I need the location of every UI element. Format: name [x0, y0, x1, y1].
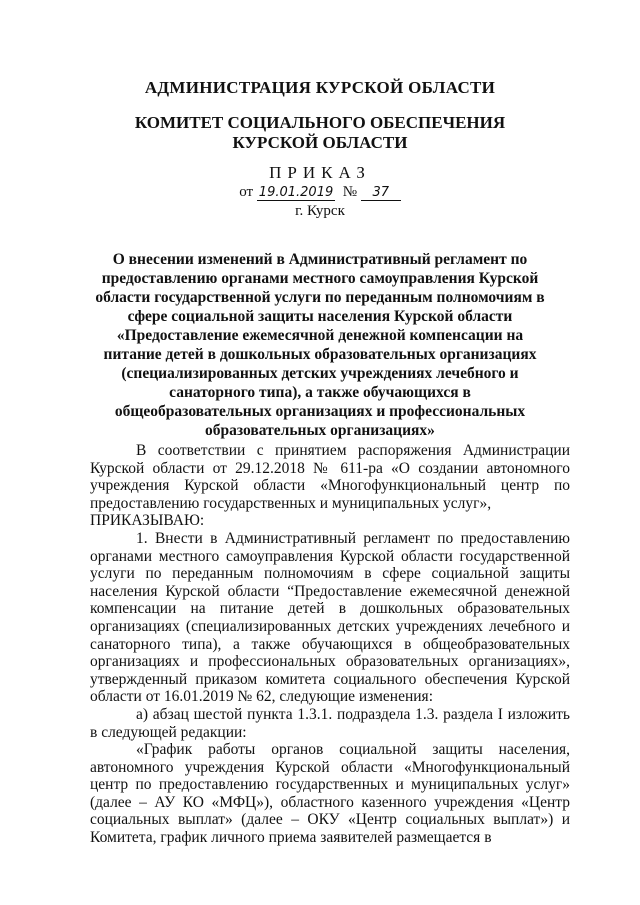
- committee-heading-line1: КОМИТЕТ СОЦИАЛЬНОГО ОБЕСПЕЧЕНИЯ: [134, 113, 506, 132]
- item-1a-paragraph: а) абзац шестой пункта 1.3.1. подраздела 1.3. раздела I изложить в следующей редакции:: [90, 705, 570, 741]
- item-1-paragraph: 1. Внести в Административный регламент по предоставлению органами местного самоуправления Курской области государственной услуги по переданным полномочиям в сфере социальной защиты населения Курской области “Предоставление ежемесячной денежной компенсации на питание детей в дошкольных образовательных организациях (специализированных детских учреждениях лечебного и санаторного типа), а также обучающихся в общеобразовательных организациях и профессиональных образовательных организациях», утвержденный приказом комитета социального обеспечения Курской области от 16.01.2019 № 62, следующие изменения:: [90, 529, 570, 706]
- document-body: [90, 442, 570, 847]
- order-heading: ПРИКАЗ: [269, 163, 371, 182]
- order-verb: ПРИКАЗЫВАЮ:: [90, 512, 205, 530]
- handwritten-date: 19.01.2019: [258, 185, 334, 200]
- city-line: г. Курск: [295, 203, 345, 219]
- quote-paragraph: «График работы органов социальной защиты населения, автономного учреждения Курской области «Многофункциональный центр по предоставлению государственных и муниципальных услуг» (далее – АУ КО «МФЦ»), областного казенного учреждения «Центр социальных выплат» (далее – ОКУ «Центр социальных выплат») и Комитета, график личного приема заявителей размещается в: [90, 741, 570, 847]
- number-sign: №: [342, 184, 358, 200]
- committee-heading-line2: КУРСКОЙ ОБЛАСТИ: [232, 133, 408, 152]
- handwritten-number: 37: [361, 185, 401, 201]
- document-title: О внесении изменений в Административный регламент по предоставлению органами местного самоуправления Курской области государственной услуги по переданным полномочиям в сфере социальной защиты населения Курской области «Предоставление ежемесячной денежной компенсации на питание детей в дошкольных образовательных организациях (специализированных детских учреждениях лечебного и санаторного типа), а также обучающихся в общеобразовательных организациях и профессиональных образовательных организациях»: [95, 251, 545, 439]
- date-prefix: от: [239, 184, 254, 200]
- order-date-line: [0, 184, 640, 201]
- intro-paragraph: В соответствии с принятием распоряжения Администрации Курской области от 29.12.2018 № 611-ра «О создании автономного учреждения Курской области «Многофункциональный центр по предоставлению государственных и муниципальных услуг»,: [90, 442, 570, 512]
- committee-heading: [0, 113, 640, 153]
- administration-heading: АДМИНИСТРАЦИЯ КУРСКОЙ ОБЛАСТИ: [144, 78, 496, 97]
